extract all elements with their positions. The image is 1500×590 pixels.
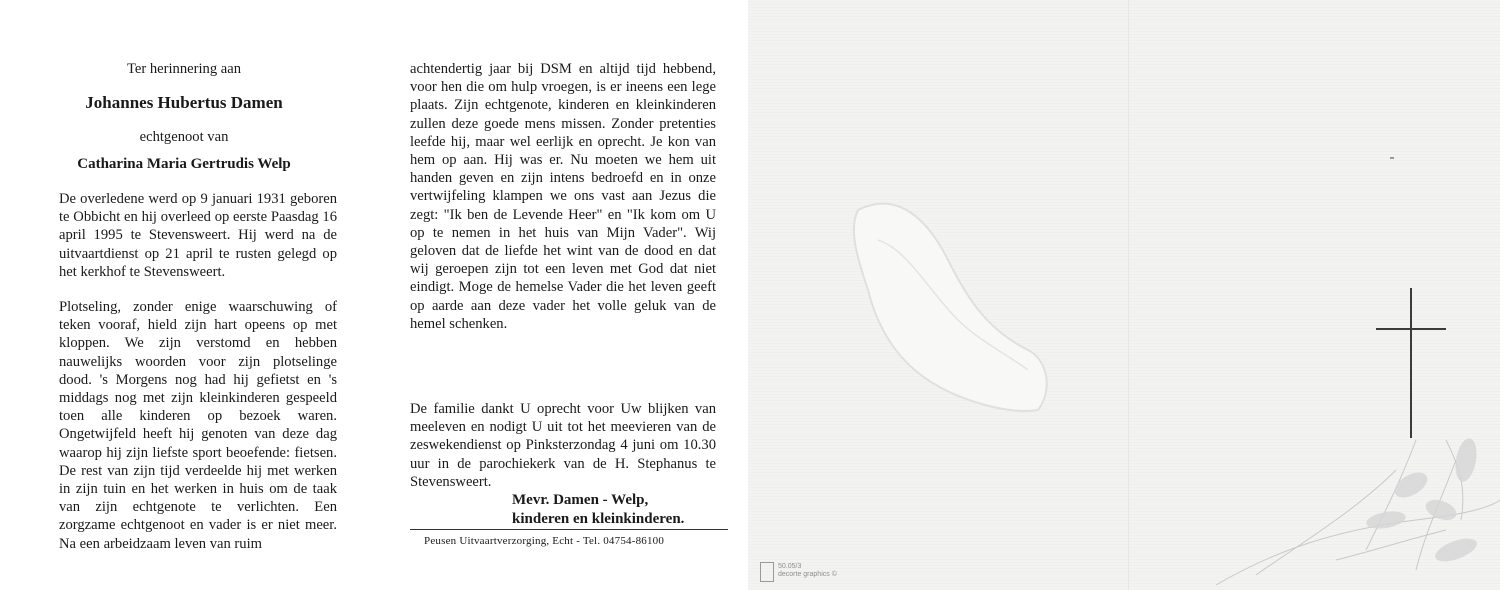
tribute-paragraph: Plotseling, zonder enige waarschuwing of teken vooraf, hield zijn hart opeens op met kloppen. We zijn verstomd en hebben nauwelijks woorden voor zijn plotselinge dood. 's Morgens nog had hij gefietst en 's middags nog met zijn kleinkinderen gespeeld toen alle kinderen op bezoek waren. Ongetwijfeld heeft hij genoten van deze dag waarop hij zijn liefste sport beoefende: fietsen. De rest van zijn tijd verdeelde hij met werken in zijn tuin en het werken in huis om de taak van zijn echtgenote te verlichten. Een zorgzame echtgenoot en vader is er niet meer. Na een arbeidzaam leven van ruim: [59, 299, 337, 552]
fold-line: [1128, 0, 1129, 590]
signature-line-2: kinderen en kleinkinderen.: [512, 511, 685, 527]
publisher-code-line-1: 50.05/3: [778, 563, 802, 570]
publisher-code-line-2: decorte graphics ©: [778, 571, 837, 578]
footer-divider: [410, 529, 728, 530]
spouse-name: Catharina Maria Gertrudis Welp: [77, 156, 291, 172]
spouse-label: echtgenoot van: [139, 129, 229, 145]
speck: [1390, 157, 1394, 159]
biography-paragraph: De overledene werd op 9 januari 1931 geboren te Obbicht en hij overleed op eerste Paasdag 16 april 1995 te Stevensweert. Hij werd na de uitvaartdienst op 21 april te rusten gelegd op het kerkhof te Stevensweert.: [59, 191, 337, 280]
embossed-relief-icon: [838, 180, 1068, 420]
cross-horizontal: [1376, 328, 1446, 330]
remembrance-intro: Ter herinnering aan: [126, 61, 242, 77]
publisher-code: [778, 563, 837, 579]
deceased-name: Johannes Hubertus Damen: [85, 93, 283, 112]
inner-text-pages: [0, 0, 748, 590]
family-thanks-paragraph: De familie dankt U oprecht voor Uw blijken van meeleven en nodigt U uit tot het meevieren van de zeswekendienst op Pinksterzondag 4 juni om 10.30 uur in de parochiekerk van de H. Stephanus te Stevensweert.: [410, 401, 716, 490]
signature-line-1: Mevr. Damen - Welp,: [512, 492, 649, 508]
funeral-home-footer: Peusen Uitvaartverzorging, Echt - Tel. 04754-86100: [424, 535, 665, 547]
floral-corner-icon: [1216, 400, 1500, 590]
cover-panel: [748, 0, 1500, 590]
publisher-logo-icon: [760, 562, 774, 582]
tribute-continued-paragraph: achtendertig jaar bij DSM en altijd tijd hebbend, voor hen die om hulp vroegen, is er ineens een lege plaats. Zijn echtgenote, kinderen en kleinkinderen zullen deze goede mens missen. Zonder pretenties leefde hij, maar wel eerlijk en oprecht. Je kon van hem op aan. Hij was er. Nu moeten we hem uit handen geven en zijn intens bedroefd en in onze vertwijfeling klampen we ons vast aan Jezus die zegt: "Ik ben de Levende Heer" en "Ik kom om U op te nemen in het huis van Mijn Vader". Wij geloven dat de liefde het wint van de dood en dat wij geroepen zijn tot een leven met God dat niet eindigt. Moge de hemelse Vader die het leven geeft op aarde aan deze vader het volle geluk van de hemel schenken.: [410, 61, 716, 332]
